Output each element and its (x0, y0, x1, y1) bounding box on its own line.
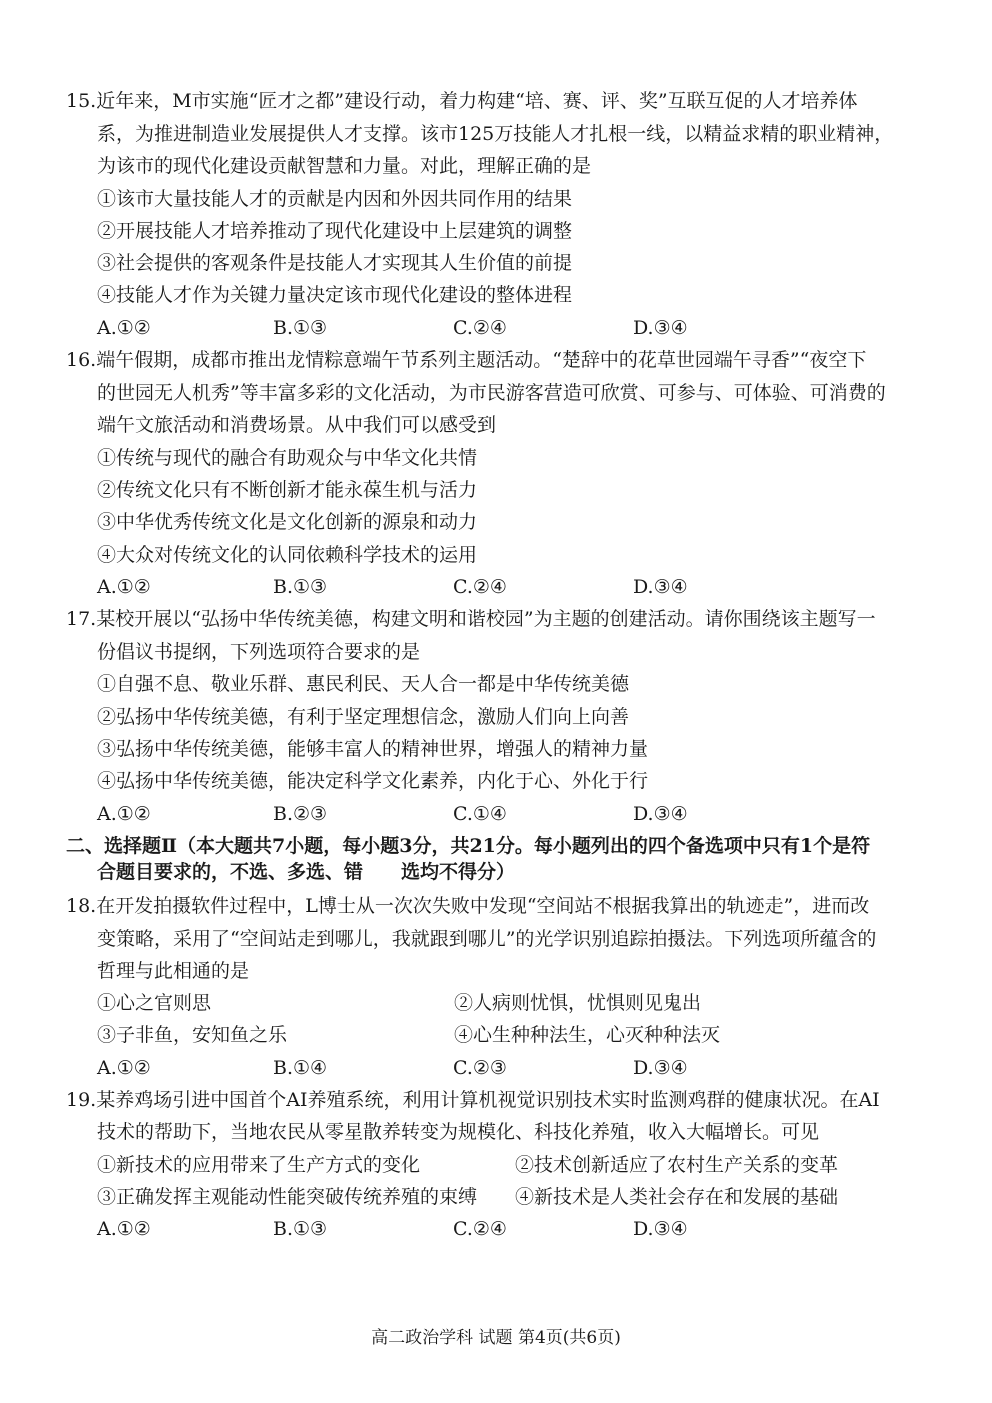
question-19-option-1: ①新技术的应用带来了生产方式的变化 (97, 1154, 421, 1176)
question-16-stem-line-1: 16.端午假期，成都市推出龙情粽意端午节系列主题活动。“楚辞中的花草世园端午寻香”“夜空下 (66, 349, 867, 371)
answer-c: C.②④ (453, 317, 507, 339)
question-16-option-1: ①传统与现代的融合有助观众与中华文化共情 (97, 447, 478, 469)
question-18-stem-line-1: 18.在开发拍摄软件过程中，L博士从一次次失败中发现“空间站不根据我算出的轨迹走”，进而改 (66, 895, 870, 917)
answer-d: D.③④ (633, 1218, 688, 1240)
question-17-option-3: ③弘扬中华传统美德，能够丰富人的精神世界，增强人的精神力量 (97, 738, 649, 760)
question-16-option-2: ②传统文化只有不断创新才能永葆生机与活力 (97, 479, 478, 501)
question-18-option-2: ②人病则忧惧，忧惧则见鬼出 (454, 992, 702, 1014)
question-17-option-2: ②弘扬中华传统美德，有利于坚定理想信念，激励人们向上向善 (97, 706, 630, 728)
answer-a: A.①② (97, 1057, 151, 1079)
answer-d: D.③④ (633, 317, 688, 339)
question-15-option-3: ③社会提供的客观条件是技能人才实现其人生价值的前提 (97, 252, 573, 274)
answer-b: B.①③ (273, 317, 328, 339)
question-16-option-4: ④大众对传统文化的认同依赖科学技术的运用 (97, 544, 478, 566)
answer-c: C.②④ (453, 576, 507, 598)
answer-b: B.①③ (273, 576, 328, 598)
question-18-option-1: ①心之官则思 (97, 992, 212, 1014)
section-heading-line-1: 二、选择题Ⅱ（本大题共7小题，每小题3分，共21分。每小题列出的四个备选项中只有1个是符 (66, 835, 871, 857)
answer-a: A.①② (97, 803, 151, 825)
section-heading-line-2: 合题目要求的，不选、多选、错 选均不得分） (97, 861, 516, 883)
answer-a: A.①② (97, 317, 151, 339)
answer-d: D.③④ (633, 803, 688, 825)
answer-b: B.①③ (273, 1218, 328, 1240)
question-18-stem-line-3: 哲理与此相通的是 (97, 960, 250, 982)
question-15-option-4: ④技能人才作为关键力量决定该市现代化建设的整体进程 (97, 284, 573, 306)
question-15-stem-line-2: 系，为推进制造业发展提供人才支撑。该市125万技能人才扎根一线，以精益求精的职业精神， (97, 123, 894, 145)
question-16-stem-line-3: 端午文旅活动和消费场景。从中我们可以感受到 (97, 414, 497, 436)
question-17-option-1: ①自强不息、敬业乐群、惠民利民、天人合一都是中华传统美德 (97, 673, 630, 695)
answer-a: A.①② (97, 1218, 151, 1240)
question-17-option-4: ④弘扬中华传统美德，能决定科学文化素养，内化于心、外化于行 (97, 770, 649, 792)
answer-c: C.①④ (453, 803, 507, 825)
question-19-option-3: ③正确发挥主观能动性能突破传统养殖的束缚 (97, 1186, 478, 1208)
question-18-option-3: ③子非鱼，安知鱼之乐 (97, 1024, 288, 1046)
question-17-stem-line-2: 份倡议书提纲，下列选项符合要求的是 (97, 641, 421, 663)
page-footer: 高二政治学科 试题 第4页(共6页) (371, 1328, 621, 1348)
question-15-stem-line-3: 为该市的现代化建设贡献智慧和力量。对此，理解正确的是 (97, 155, 592, 177)
answer-b: B.①④ (273, 1057, 328, 1079)
question-15-stem-line-1: 15.近年来，M市实施“匠才之都”建设行动，着力构建“培、赛、评、奖”互联互促的人才培养体 (66, 90, 858, 112)
answer-c: C.②③ (453, 1057, 507, 1079)
question-18-option-4: ④心生种种法生，心灭种种法灭 (454, 1024, 721, 1046)
answer-a: A.①② (97, 576, 151, 598)
question-16-stem-line-2: 的世园无人机秀”等丰富多彩的文化活动，为市民游客营造可欣赏、可参与、可体验、可消费的 (97, 382, 886, 404)
question-16-option-3: ③中华优秀传统文化是文化创新的源泉和动力 (97, 511, 478, 533)
question-19-option-2: ②技术创新适应了农村生产关系的变革 (515, 1154, 839, 1176)
question-18-stem-line-2: 变策略，采用了“空间站走到哪儿，我就跟到哪儿”的光学识别追踪拍摄法。下列选项所蕴含的 (97, 928, 877, 950)
answer-c: C.②④ (453, 1218, 507, 1240)
question-17-stem-line-1: 17.某校开展以“弘扬中华传统美德，构建文明和谐校园”为主题的创建活动。请你围绕该主题写一 (66, 608, 876, 630)
answer-d: D.③④ (633, 576, 688, 598)
question-15-option-2: ②开展技能人才培养推动了现代化建设中上层建筑的调整 (97, 220, 573, 242)
question-19-stem-line-2: 技术的帮助下，当地农民从零星散养转变为规模化、科技化养殖，收入大幅增长。可见 (97, 1121, 820, 1143)
question-19-stem-line-1: 19.某养鸡场引进中国首个AI养殖系统，利用计算机视觉识别技术实时监测鸡群的健康状况。在AI (66, 1089, 880, 1111)
answer-d: D.③④ (633, 1057, 688, 1079)
answer-b: B.②③ (273, 803, 328, 825)
question-15-option-1: ①该市大量技能人才的贡献是内因和外因共同作用的结果 (97, 188, 573, 210)
question-19-option-4: ④新技术是人类社会存在和发展的基础 (515, 1186, 839, 1208)
